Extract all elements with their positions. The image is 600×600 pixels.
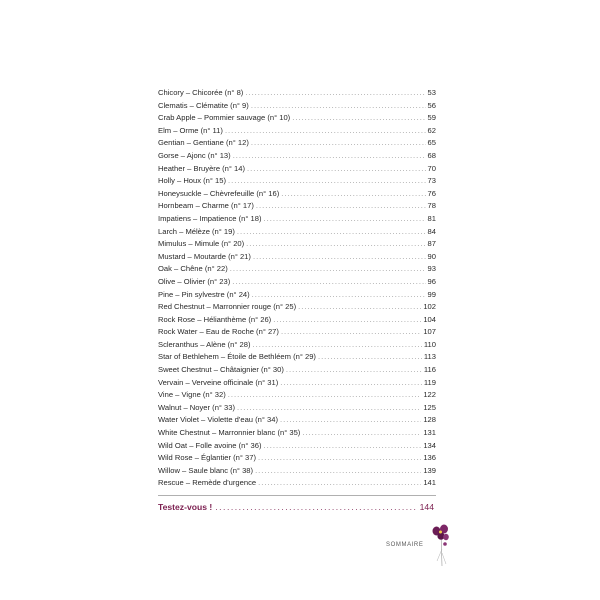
toc-entry[interactable]	[158, 163, 436, 176]
toc-entry-label: Willow – Saule blanc (n° 38)	[158, 465, 254, 475]
toc-leader-dots	[264, 440, 422, 453]
toc-entry-label: Scleranthus – Alène (n° 28)	[158, 339, 251, 349]
toc-entry-page: 53	[427, 88, 436, 97]
toc-leader-dots	[280, 377, 422, 390]
toc-entry-page: 65	[427, 138, 436, 148]
toc-entry-page: 78	[427, 201, 436, 211]
toc-entry-label: Honeysuckle – Chèvrefeuille (n° 16)	[158, 188, 280, 198]
toc-entry-testez-vous[interactable]	[158, 500, 436, 514]
toc-entry-page: 107	[423, 327, 436, 337]
toc-leader-dots	[253, 251, 426, 264]
toc-entry-label: Impatiens – Impatience (n° 18)	[158, 213, 262, 223]
toc-entry-page: 73	[427, 176, 436, 186]
toc-entry-label: Wild Oat – Folle avoine (n° 36)	[158, 440, 262, 450]
toc-entry[interactable]	[158, 213, 436, 226]
toc-entry-label: Rock Water – Eau de Roche (n° 27)	[158, 327, 279, 337]
toc-entry-label: Walnut – Noyer (n° 33)	[158, 402, 236, 412]
toc-entry[interactable]	[158, 477, 436, 490]
toc-entry-page: 99	[427, 289, 436, 299]
flower-icon	[426, 523, 454, 567]
toc-leader-dots	[256, 200, 426, 213]
toc-entry-label: Vervain – Verveine officinale (n° 31)	[158, 377, 279, 387]
toc-entry[interactable]	[158, 238, 436, 251]
toc-leader-dots	[228, 175, 426, 188]
toc-entry-page: 128	[423, 415, 436, 425]
toc-leader-dots	[286, 364, 422, 377]
toc-entry[interactable]	[158, 200, 436, 213]
toc-entry[interactable]	[158, 440, 436, 453]
toc-entry[interactable]	[158, 112, 436, 125]
toc-entry-label: Gentian – Gentiane (n° 12)	[158, 138, 249, 148]
toc-entry[interactable]	[158, 427, 436, 440]
toc-entry-label: Crab Apple – Pommier sauvage (n° 10)	[158, 113, 291, 123]
toc-entry[interactable]	[158, 137, 436, 150]
toc-entry-label: Heather – Bruyère (n° 14)	[158, 163, 246, 173]
toc-leader-dots	[281, 326, 421, 339]
toc-entry[interactable]	[158, 251, 436, 264]
table-of-contents	[158, 87, 436, 514]
toc-entry-label: Holly – Houx (n° 15)	[158, 176, 227, 186]
toc-entry[interactable]	[158, 402, 436, 415]
toc-entry-page: 76	[427, 188, 436, 198]
toc-entry-label: Sweet Chestnut – Châtaignier (n° 30)	[158, 365, 284, 375]
toc-leader-dots	[253, 339, 422, 352]
toc-entry-page: 93	[427, 264, 436, 274]
toc-entry[interactable]	[158, 276, 436, 289]
toc-entry-page: 119	[423, 377, 436, 387]
toc-leader-dots	[298, 301, 421, 314]
toc-entry-label: Pine – Pin sylvestre (n° 24)	[158, 289, 250, 299]
toc-entry-page: 141	[423, 478, 436, 488]
toc-entry-page: 110	[423, 339, 436, 349]
toc-leader-dots	[255, 465, 421, 478]
toc-entry-page: 59	[427, 113, 436, 123]
toc-entry[interactable]	[158, 125, 436, 138]
toc-entry[interactable]	[158, 339, 436, 352]
sommaire-link[interactable]	[386, 523, 454, 567]
toc-entry[interactable]	[158, 314, 436, 327]
toc-entry-label: Gorse – Ajonc (n° 13)	[158, 150, 231, 160]
toc-entry-page: 144	[419, 502, 434, 512]
toc-leader-dots	[292, 112, 425, 125]
toc-entry[interactable]	[158, 301, 436, 314]
toc-entry-page: 68	[427, 150, 436, 160]
toc-leader-dots	[245, 87, 425, 100]
toc-leader-dots	[228, 389, 422, 402]
toc-entry-page: 139	[423, 465, 436, 475]
toc-entry[interactable]	[158, 175, 436, 188]
toc-entry[interactable]	[158, 389, 436, 402]
toc-leader-dots	[280, 414, 421, 427]
toc-entry[interactable]	[158, 188, 436, 201]
toc-entry[interactable]	[158, 326, 436, 339]
toc-entry[interactable]	[158, 263, 436, 276]
toc-entry-page: 131	[423, 428, 436, 438]
toc-entry-label: Rock Rose – Hélianthème (n° 26)	[158, 314, 272, 324]
toc-leader-dots	[252, 289, 426, 302]
toc-leader-dots	[230, 263, 426, 276]
toc-leader-dots	[215, 500, 416, 514]
toc-entry[interactable]	[158, 351, 436, 364]
toc-entry[interactable]	[158, 100, 436, 113]
toc-entry-page: 136	[423, 453, 436, 463]
toc-entry-page: 122	[423, 390, 436, 400]
toc-entry-label: Elm – Orme (n° 11)	[158, 125, 223, 135]
toc-entry-label: Wild Rose – Églantier (n° 37)	[158, 453, 256, 463]
toc-entry[interactable]	[158, 289, 436, 302]
toc-entry-label: Star of Bethlehem – Étoile de Bethléem (n° 29)	[158, 352, 316, 362]
toc-entry-page: 84	[427, 226, 436, 236]
toc-entry-page: 134	[423, 440, 436, 450]
toc-leader-dots	[258, 477, 421, 490]
toc-entry[interactable]	[158, 364, 436, 377]
toc-entry-label: Mustard – Moutarde (n° 21)	[158, 251, 251, 261]
toc-leader-dots	[237, 402, 421, 415]
toc-leader-dots	[232, 276, 425, 289]
toc-entry-label: Red Chestnut – Marronnier rouge (n° 25)	[158, 302, 297, 312]
toc-entry-label: Vine – Vigne (n° 32)	[158, 390, 226, 400]
toc-leader-dots	[251, 100, 426, 113]
toc-entry-page: 62	[427, 125, 436, 135]
toc-leader-dots	[258, 452, 421, 465]
toc-leader-dots	[251, 137, 426, 150]
toc-leader-dots	[273, 314, 421, 327]
toc-entry-page: 102	[423, 302, 436, 312]
toc-entry-page: 87	[427, 239, 436, 249]
toc-entry-label: Clematis – Clématite (n° 9)	[158, 100, 249, 110]
toc-entry-label: Oak – Chêne (n° 22)	[158, 264, 228, 274]
toc-entry-label: Chicory – Chicorée (n° 8)	[158, 88, 244, 97]
toc-leader-dots	[233, 150, 426, 163]
toc-leader-dots	[281, 188, 425, 201]
toc-leader-dots	[302, 427, 421, 440]
toc-entry-label: Testez-vous !	[158, 502, 213, 512]
toc-entry-page: 96	[427, 276, 436, 286]
toc-entry-label: Rescue – Remède d'urgence	[158, 478, 257, 488]
toc-entry-page: 116	[423, 365, 436, 375]
toc-entry-label: Hornbeam – Charme (n° 17)	[158, 201, 254, 211]
toc-entry-label: Olive – Olivier (n° 23)	[158, 276, 231, 286]
toc-entry-page: 113	[423, 352, 436, 362]
toc-entry[interactable]	[158, 414, 436, 427]
toc-list	[158, 87, 436, 490]
toc-entry-page: 104	[423, 314, 436, 324]
toc-leader-dots	[246, 238, 425, 251]
toc-entry[interactable]	[158, 150, 436, 163]
toc-entry-page: 90	[427, 251, 436, 261]
toc-entry[interactable]	[158, 87, 436, 100]
toc-leader-dots	[237, 226, 426, 239]
toc-entry-page: 81	[427, 213, 436, 223]
toc-entry-page: 56	[427, 100, 436, 110]
toc-entry-label: Mimulus – Mimule (n° 20)	[158, 239, 245, 249]
toc-entry-label: White Chestnut – Marronnier blanc (n° 35)	[158, 428, 301, 438]
toc-entry-page: 70	[427, 163, 436, 173]
toc-entry[interactable]	[158, 377, 436, 390]
toc-leader-dots	[318, 351, 422, 364]
toc-entry-label: Water Violet – Violette d'eau (n° 34)	[158, 415, 279, 425]
toc-entry-page: 125	[423, 402, 436, 412]
toc-leader-dots	[247, 163, 426, 176]
toc-entry[interactable]	[158, 452, 436, 465]
toc-entry[interactable]	[158, 226, 436, 239]
toc-leader-dots	[264, 213, 426, 226]
toc-leader-dots	[225, 125, 426, 138]
toc-entry[interactable]	[158, 465, 436, 478]
toc-divider	[158, 495, 436, 496]
toc-entry-label: Larch – Mélèze (n° 19)	[158, 226, 235, 236]
sommaire-label: SOMMAIRE	[386, 542, 424, 548]
